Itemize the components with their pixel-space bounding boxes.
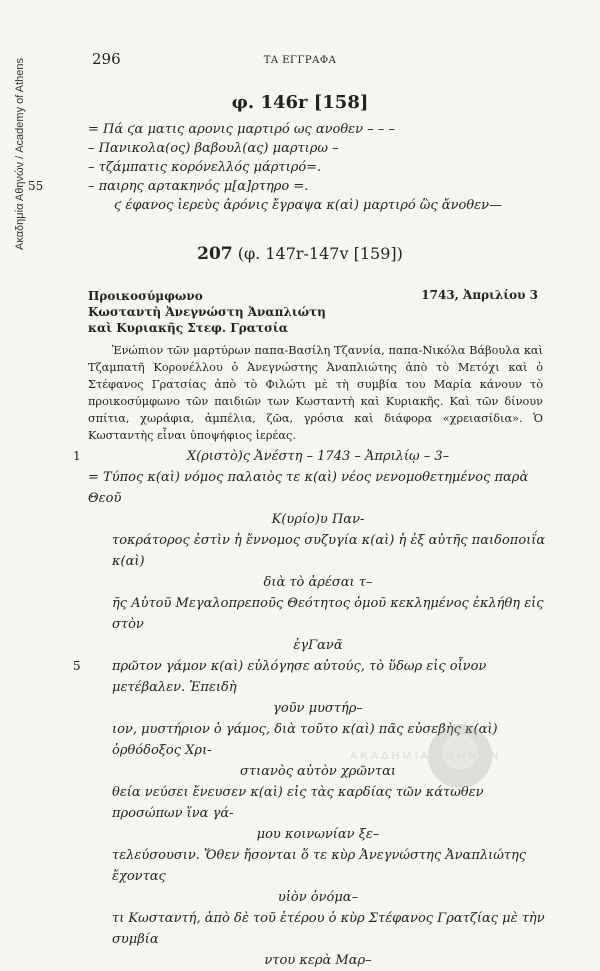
line-number: 55 (28, 179, 44, 193)
text-line (88, 120, 548, 139)
line-text: θεία νεύσει ἔνευσεν κ(αὶ) εἰς τὰς καρδίας τῶν κάτωθεν προσώπων ἵνα γά- (112, 785, 484, 821)
text-line (88, 593, 548, 635)
line-text: Κ(υρίο)υ Παν- (271, 512, 365, 527)
line-text: γοῦν μυστήρ– (273, 701, 363, 716)
text-line (88, 950, 548, 971)
text-line (88, 196, 548, 215)
line-text: τελεύσουσιν. Ὅθεν ἤσονται ὅ τε κὺρ Ἀνεγνώστης Ἀναπλιώτης ἔχοντας (112, 848, 527, 884)
line-text: υἱὸν ὀνόμα– (277, 890, 359, 905)
line-text: – παιρης αρτακηνός μ[α]ρτηρο =. (88, 179, 309, 194)
text-line (88, 530, 548, 572)
folio-title: φ. 146r [158] (231, 92, 369, 113)
document-number: 207 (197, 244, 233, 264)
line-text: ἐγΓανᾶ (293, 638, 343, 653)
document-parties-1: Κωσταντὴ Ἀνεγνώστη Ἀναπλιώτη (88, 305, 326, 319)
line-number: 1 (73, 449, 81, 463)
academy-watermark (350, 716, 570, 796)
page-number: 296 (92, 50, 121, 68)
line-text: = Τύπος κ(αὶ) νόμος παλαιὸς τε κ(αὶ) νέος νενομοθετημένος παρὰ Θεοῦ (88, 470, 529, 506)
text-line (88, 845, 548, 887)
text-line (88, 509, 548, 530)
line-text: διὰ τὸ ἀρέσαι τ– (263, 575, 373, 590)
text-line (88, 908, 548, 950)
line-text: ῆς Αὐτοῦ Μεγαλοπρεποῦς Θεότητος ὁμοῦ κεκλημένος ἐκλήθη εἰς στὸν (112, 596, 544, 632)
text-line (88, 635, 548, 656)
document-summary: Ἐνώπιον τῶν μαρτύρων παπα-Βασίλη Τζαννία, παπα-Νικόλα Βάβουλα καὶ Τζαμπατῆ Κορονέλλου ὁ Ἀνεγνώστης Ἀναπλιώτης ἀπὸ τὸ Μετόχι καὶ ὁ Στέφανος Γρατσίας ἀπὸ τὸ Φιλώτι μὲ τὴ συμβία του Μαρία κάνουν τὸ προικοσύμφωνο τῶν παιδιῶν των Κωσταντὴ καὶ Κυριακῆς. Καὶ τῶν δίνουν σπίτια, χωράφια, ἀμπέλια, ζῶα, γρόσια καὶ διάφορα «χρειασίδια». Ὁ Κωσταντὴς εἶναι ὑποψήφιος ἱερέας. (88, 344, 543, 442)
document-title (0, 244, 600, 264)
document-text (73, 446, 548, 971)
document-header (88, 288, 326, 336)
running-head: ΤΑ ΕΓΓΡΑΦΑ (263, 55, 337, 66)
line-text: μου κοινωνίαν ξε– (256, 827, 380, 842)
line-text: Χ(ριστὸ)ς Ἀνέστη – 1743 – Ἀπριλίῳ – 3– (186, 449, 450, 464)
document-folio: (φ. 147r-147v [159]) (237, 244, 403, 263)
text-line (88, 572, 548, 593)
text-line (73, 446, 548, 467)
line-text: ιον, μυστήριον ὁ γάμος, διὰ τοῦτο κ(αὶ) πᾶς εὐσεβὴς κ(αὶ) ὀρθόδοξος Χρι- (112, 722, 498, 758)
line-text: πρῶτον γάμον κ(αὶ) εὐλόγησε αὐτούς, τὸ ὕδωρ εἰς οἶνον μετέβαλεν. Ἐπειδὴ (112, 659, 487, 695)
document-date: 1743, Ἀπριλίου 3 (421, 288, 538, 302)
text-line (88, 887, 548, 908)
line-number: 5 (73, 659, 81, 673)
previous-document-lines (28, 120, 548, 215)
document-type: Προικοσύμφωνο (88, 289, 203, 303)
line-text: – τζάμπατις κορόνελλός μάρτιρό=. (88, 160, 322, 175)
text-line (28, 177, 548, 196)
line-text: τι Κωσταντή, ἀπὸ δὲ τοῦ ἑτέρου ὁ κὺρ Στέφανος Γρατζίας μὲ τὴν συμβία (112, 911, 545, 947)
watermark-text: ΑΚΑΔΗΜΙΑ ΑΘΗΝΩΝ (350, 750, 502, 762)
text-line (73, 656, 548, 698)
line-text: ντου κερὰ Μαρ– (264, 953, 372, 968)
text-line (88, 824, 548, 845)
text-line (88, 158, 548, 177)
text-line (88, 467, 548, 509)
line-text: στιανὸς αὐτὸν χρῶνται (240, 764, 396, 779)
text-line (88, 139, 548, 158)
document-parties-2: καὶ Κυριακῆς Στεφ. Γρατσία (88, 321, 288, 335)
line-text: – Πανικολα(ος) βαβουλ(ας) μαρτιρω – (88, 141, 339, 156)
archive-sidebar-label: Ακαδημία Αθηνών / Academy of Athens (14, 57, 26, 250)
line-text: = Πά ϛα ματις αρονις μαρτιρό ως ανοθεν – – – (88, 122, 395, 137)
line-text: τοκράτορος ἐστὶν ἡ ἔννομος συζυγία κ(αὶ) ἡ ἐξ αὐτῆς παιδοποιΐα κ(αὶ) (112, 533, 546, 569)
line-text: ϛ έφανος ἱερεὺς ἀρόνις ἔγραψα κ(αὶ) μαρτιρό ὣς ἄνοθεν— (114, 198, 503, 213)
